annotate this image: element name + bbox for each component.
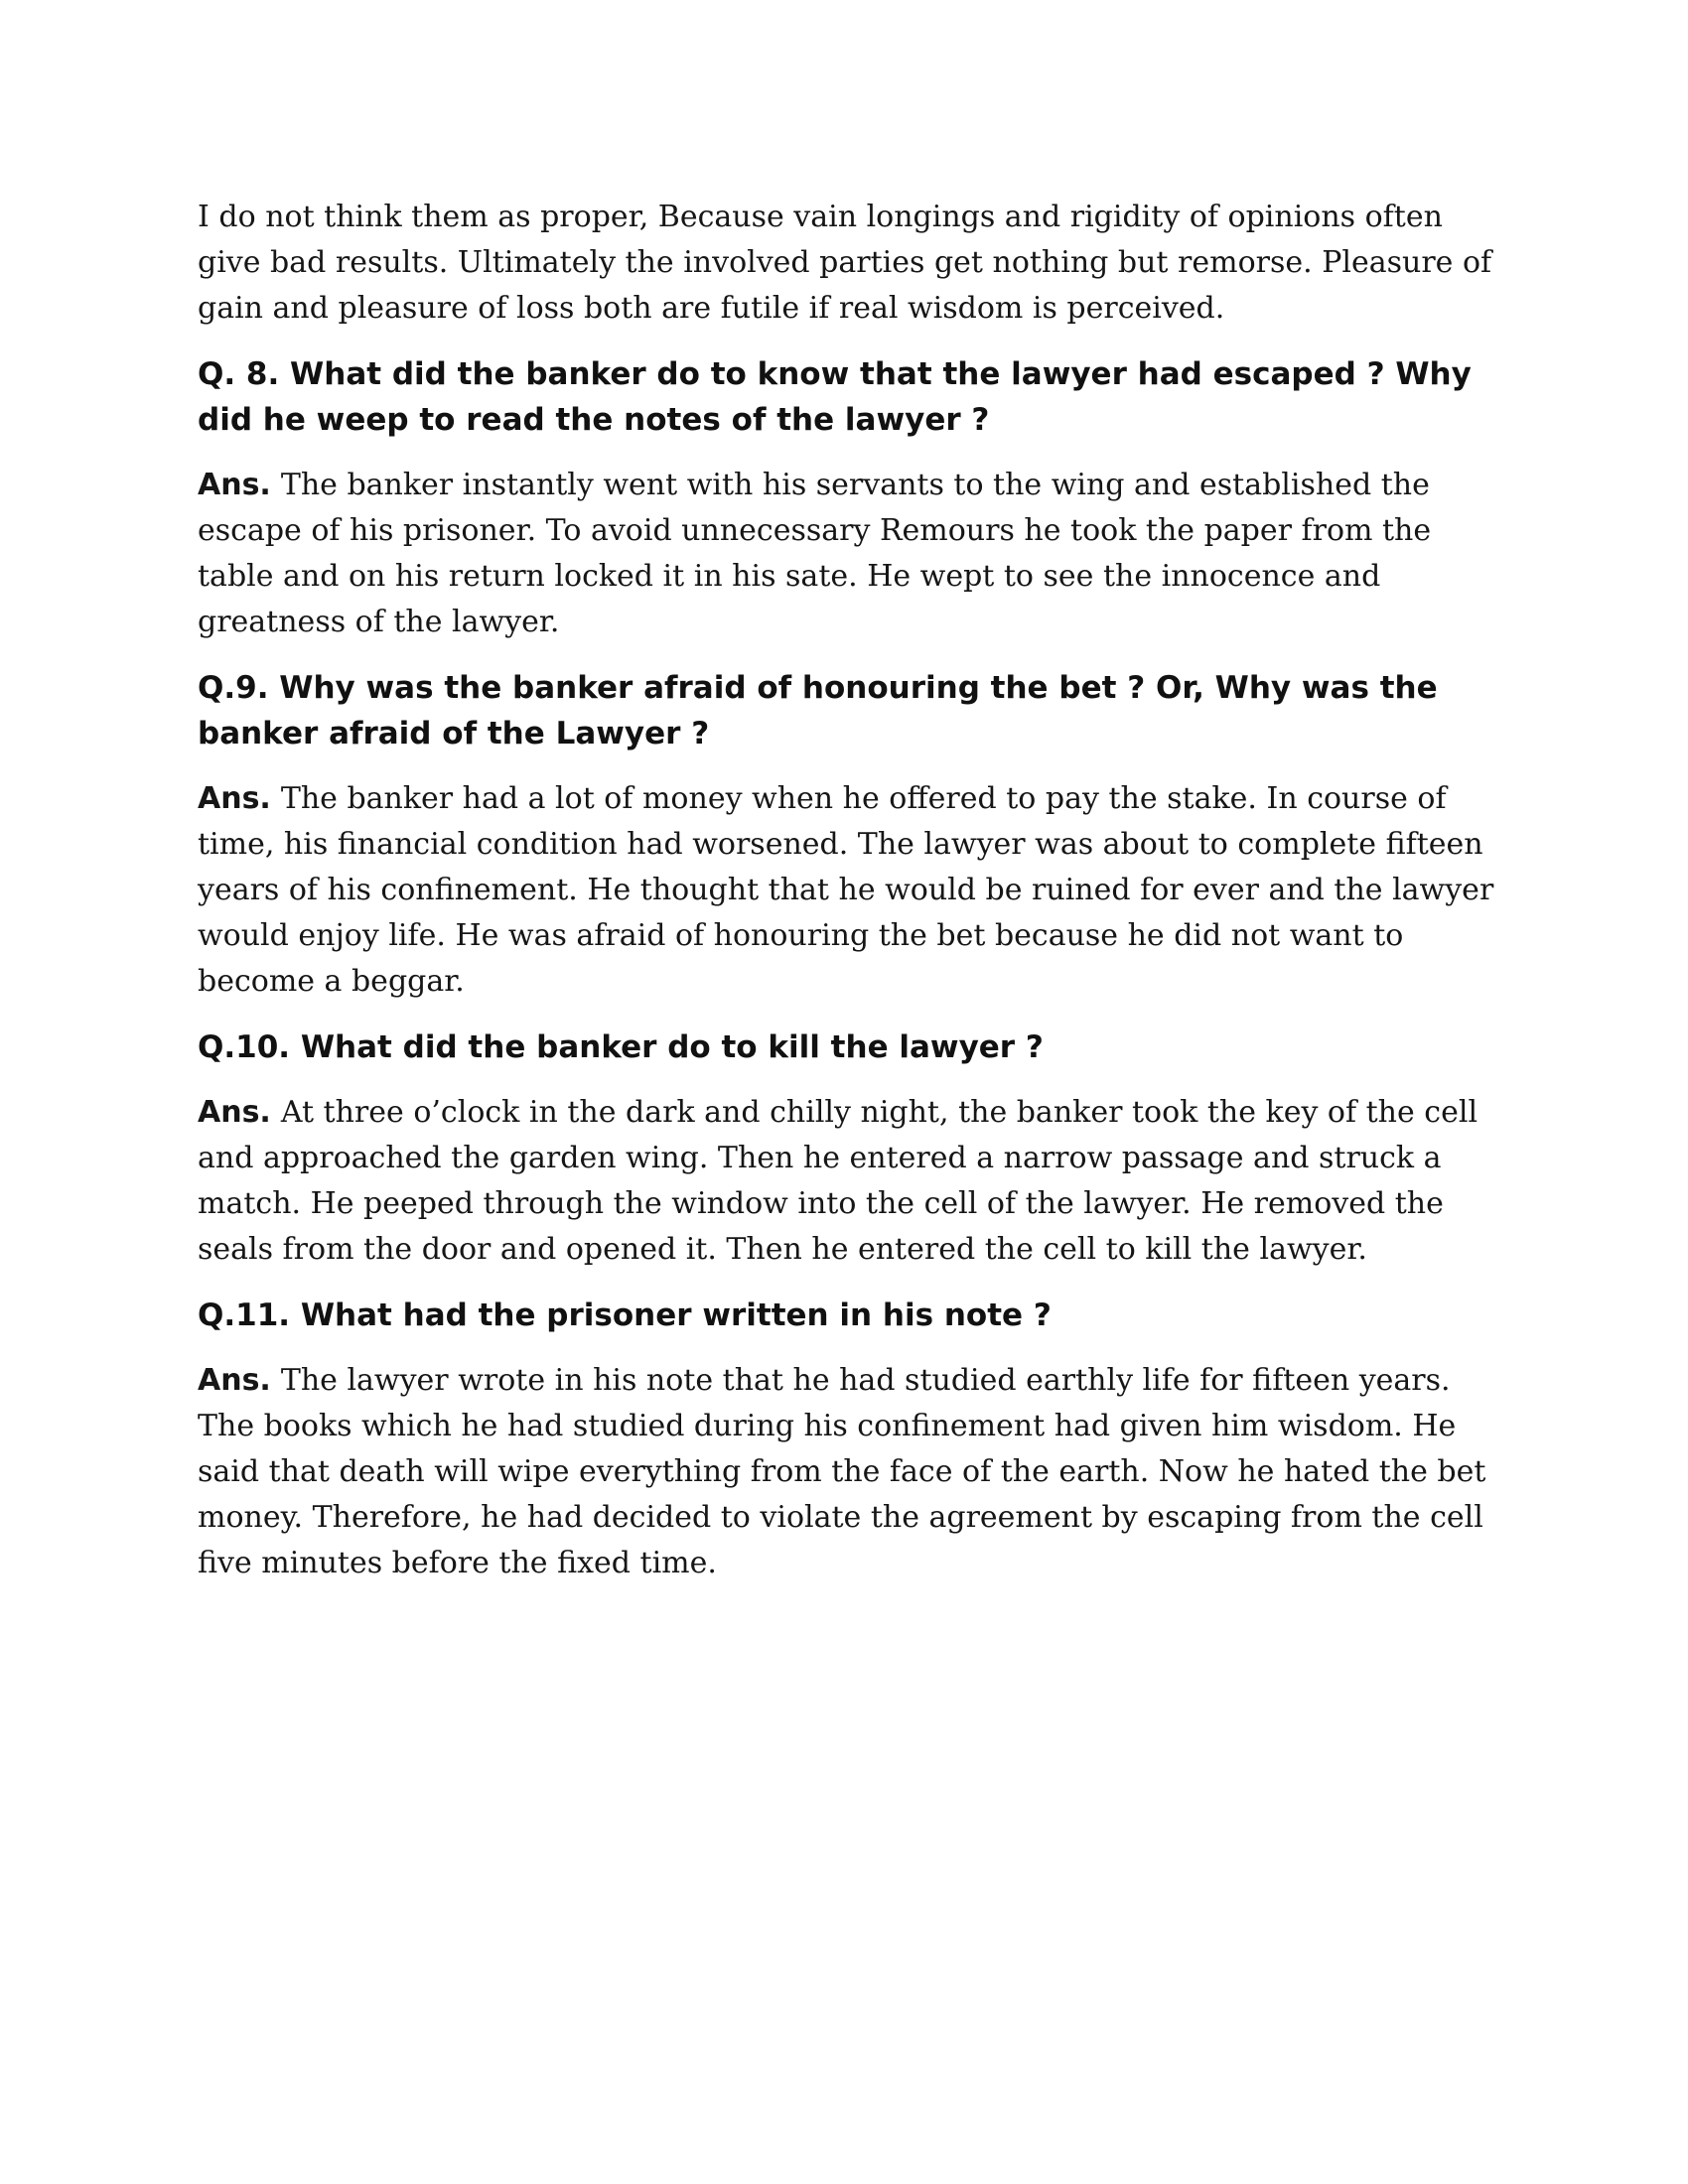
question-heading: Q. 8. What did the banker do to know that the lawyer had escaped ? Why did he weep to read the notes of the lawyer ?	[198, 356, 1472, 438]
qa-block-q11	[198, 1293, 1498, 1586]
document-page	[198, 195, 1498, 1606]
answer-label: Ans.	[198, 781, 271, 816]
question-heading: Q.10. What did the banker do to kill the lawyer ?	[198, 1029, 1044, 1065]
question-heading: Q.9. Why was the banker afraid of honouring the bet ? Or, Why was the banker afraid of the Lawyer ?	[198, 670, 1438, 751]
answer-label: Ans.	[198, 468, 271, 502]
answer-paragraph	[198, 776, 1498, 1005]
answer-text: The banker had a lot of money when he offered to pay the stake. In course of time, his financial condition had worsened. The lawyer was about to complete fifteen years of his confinement. He thought that he would be ruined for ever and the lawyer would enjoy life. He was afraid of honouring the bet because he did not want to become a beggar.	[198, 781, 1494, 999]
answer-text: At three o’clock in the dark and chilly night, the banker took the key of the cell and approached the garden wing. Then he entered a narrow passage and struck a match. He peeped through the window into the cell of the lawyer. He removed the seals from the door and opened it. Then he entered the cell to kill the lawyer.	[198, 1095, 1478, 1267]
answer-text: The banker instantly went with his servants to the wing and established the escape of his prisoner. To avoid unnecessary Remours he took the paper from the table and on his return locked it in his sate. He wept to see the innocence and greatness of the lawyer.	[198, 468, 1432, 639]
answer-text: The lawyer wrote in his note that he had studied earthly life for fifteen years. The books which he had studied during his confinement had given him wisdom. He said that death will wipe everything from the face of the earth. Now he hated the bet money. Therefore, he had decided to violate the agreement by escaping from the cell five minutes before the fixed time.	[198, 1363, 1486, 1580]
answer-paragraph	[198, 463, 1498, 645]
qa-block-q8	[198, 351, 1498, 645]
question-heading: Q.11. What had the prisoner written in his note ?	[198, 1297, 1052, 1333]
qa-block-q10	[198, 1024, 1498, 1273]
qa-block-q9	[198, 665, 1498, 1005]
answer-label: Ans.	[198, 1363, 271, 1398]
intro-paragraph: I do not think them as proper, Because vain longings and rigidity of opinions often give bad results. Ultimately the involved parties get nothing but remorse. Pleasure of gain and pleasure of loss both are futile if real wisdom is perceived.	[198, 200, 1492, 326]
answer-paragraph	[198, 1358, 1498, 1586]
answer-paragraph	[198, 1090, 1498, 1273]
answer-label: Ans.	[198, 1095, 271, 1130]
